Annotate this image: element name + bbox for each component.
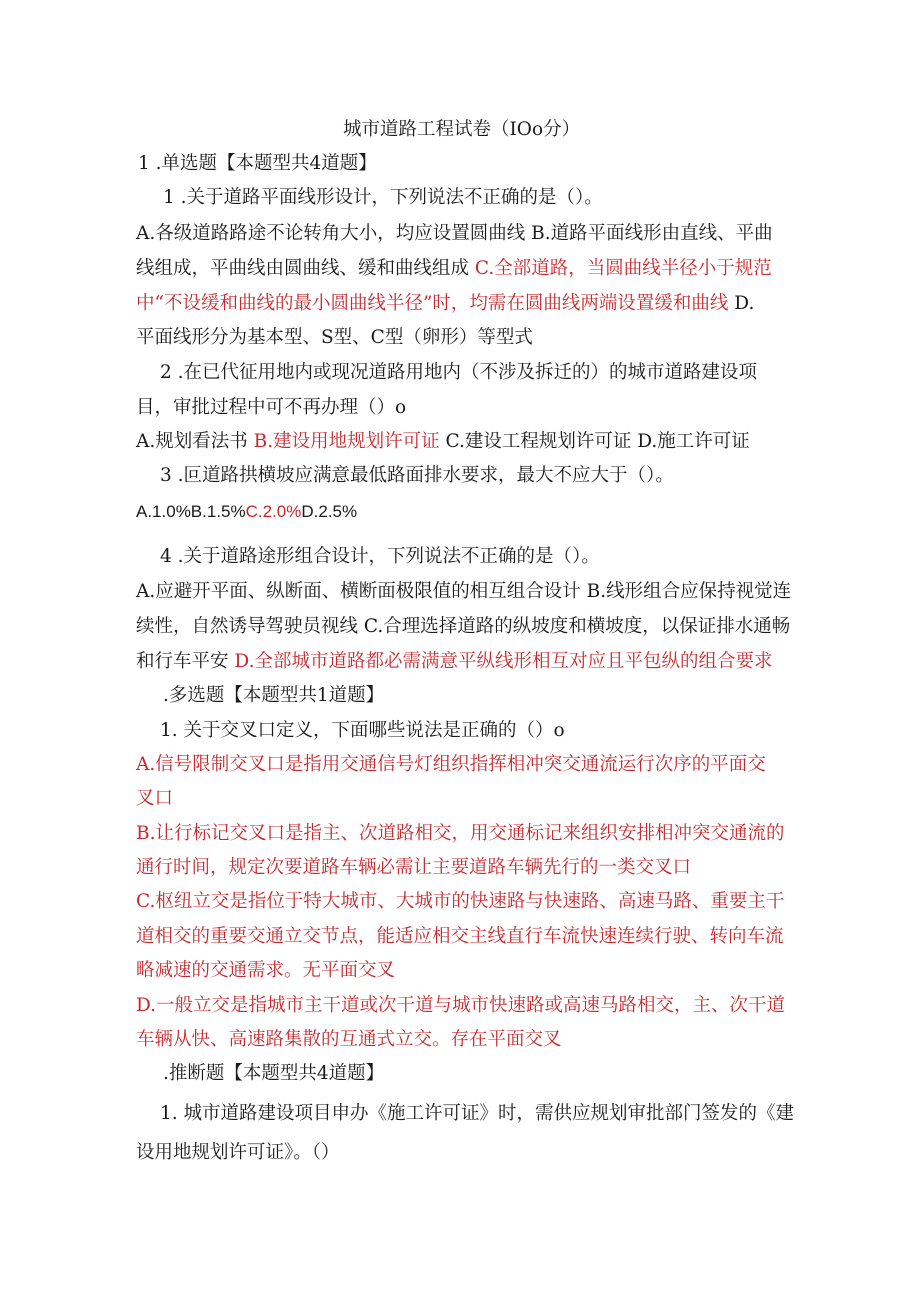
q1-options-line2 xyxy=(136,257,772,281)
q1-answer-option-c-tail: 中“不设缓和曲线的最小圆曲线半径”时，均需在圆曲线两端设置缓和曲线 xyxy=(136,293,729,314)
q3-answer-option-c: C.2.0% xyxy=(245,502,302,521)
multi-q1-answer-d-line1: D.一般立交是指城市主干道或次干道与城市快速路或高速马路相交，主、次干道 xyxy=(136,995,786,1016)
judgement-heading: .推断题【本题型共4道题】 xyxy=(163,1063,385,1084)
q2-options xyxy=(136,430,750,454)
multi-q1-answer-b-line1: B.让行标记交叉口是指主、次道路相交，用交通标记来组织安排相冲突交通流的 xyxy=(136,823,785,844)
q4-option-c-tail: 和行车平安 xyxy=(136,651,235,672)
q1-options-line4: 平面线形分为基本型、S型、C型（卵形）等型式 xyxy=(136,327,533,348)
page-title: 城市道路工程试卷（IOo分） xyxy=(343,119,581,140)
q1-option-b-tail: 线组成，平曲线由圆曲线、缓和曲线组成 xyxy=(136,258,475,279)
judge-q1-line1: 1. 城市道路建设项目申办《施工许可证》时，需供应规划审批部门签发的《建 xyxy=(160,1103,795,1124)
q3-stem: 3 .叵道路拱横坡应满意最低路面排水要求，最大不应大于（）。 xyxy=(160,465,674,486)
multi-q1-answer-b-line2: 通行时间，规定次要道路车辆必需让主要道路车辆先行的一类交叉口 xyxy=(136,857,692,878)
multi-choice-heading: .多选题【本题型共1道题】 xyxy=(163,685,385,706)
q4-answer-option-d: D.全部城市道路都必需满意平纵线形相互对应且平包纵的组合要求 xyxy=(234,651,773,672)
multi-q1-answer-c-line3: 略减速的交通需求。无平面交叉 xyxy=(136,960,396,981)
q2-stem-line2: 目，审批过程中可不再办理（）o xyxy=(136,397,407,418)
q4-stem: 4 .关于道路途形组合设计，下列说法不正确的是（）。 xyxy=(160,546,600,567)
multi-q1-answer-c-line1: C.枢纽立交是指位于特大城市、大城市的快速路与快速路、高速马路、重要主干 xyxy=(136,891,785,912)
q1-options-line1: A.各级道路路途不论转角大小，均应设置圆曲线 B.道路平面线形由直线、平曲 xyxy=(136,223,773,244)
q2-option-c-d: C.建设工程规划许可证 D.施工许可证 xyxy=(439,431,750,452)
q3-option-d: D.2.5% xyxy=(301,502,358,521)
q1-options-line3 xyxy=(136,292,754,316)
multi-q1-answer-a-line1: A.信号限制交叉口是指用交通信号灯组织指挥相冲突交通流运行次序的平面交 xyxy=(136,754,766,775)
judge-q1-line2: 设用地规划许可证》。（） xyxy=(136,1142,340,1163)
q3-option-a-b: A.1.0%B.1.5% xyxy=(136,502,246,521)
multi-q1-stem: 1. 关于交叉口定义，下面哪些说法是正确的（）o xyxy=(160,720,565,741)
q3-options xyxy=(136,500,357,524)
q2-option-a: A.规划看法书 xyxy=(136,431,254,452)
q2-answer-option-b: B.建设用地规划许可证 xyxy=(253,431,440,452)
multi-q1-answer-d-line2: 车辆从快、高速路集散的互通式立交。存在平面交叉 xyxy=(136,1029,562,1050)
q1-stem: 1 .关于道路平面线形设计，下列说法不正确的是（）。 xyxy=(163,187,603,208)
q2-stem-line1: 2 .在已代征用地内或现况道路用地内（不涉及拆迁的）的城市道路建设项 xyxy=(160,362,758,383)
single-choice-heading: 1 .单选题【本题型共4道题】 xyxy=(138,153,377,174)
q4-options-line2: 续性，自然诱导驾驶员视线 C.合理选择道路的纵坡度和横坡度，以保证排水通畅 xyxy=(136,616,791,637)
multi-q1-answer-a-line2: 叉口 xyxy=(136,788,174,809)
multi-q1-answer-c-line2: 道相交的重要交通立交节点，能适应相交主线直行车流快速连续行驶、转向车流 xyxy=(136,926,784,947)
q1-option-d-start: D. xyxy=(728,293,755,314)
q4-options-line1: A.应避开平面、纵断面、横断面极限值的相互组合设计 B.线形组合应保持视觉连 xyxy=(136,581,792,602)
q4-options-line3 xyxy=(136,650,772,674)
q1-answer-option-c: C.全部道路，当圆曲线半径小于规范 xyxy=(474,258,772,279)
